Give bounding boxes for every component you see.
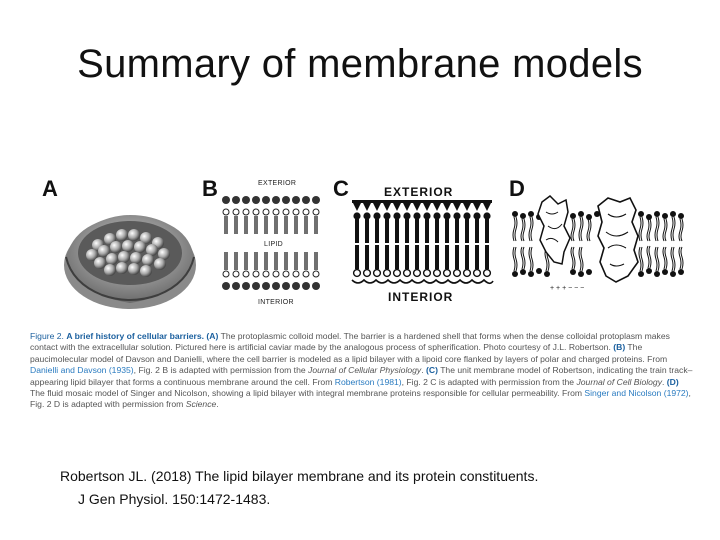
panel-label-d: D xyxy=(509,176,525,201)
caption-b-text: The paucimolecular model of Davson and Danielli, where the cell barrier is modeled as a lipid bilayer with a lipoid core flanked by layers of polar and charged proteins. From xyxy=(30,342,668,364)
panel-a-caviar-bowl-image xyxy=(62,195,198,313)
caption-a-tag: (A) xyxy=(206,331,219,341)
caption-b-end: . xyxy=(421,365,424,376)
caption-d-tag: (D) xyxy=(666,376,679,387)
caption-c-journal: Journal of Cell Biology xyxy=(576,376,662,387)
caption-c-tag: (C) xyxy=(426,365,438,376)
panel-label-b: B xyxy=(202,176,218,201)
panel-b-interior-label: INTERIOR xyxy=(258,299,294,306)
caption-a-text: The protoplasmic colloid model. The barrier is a hardened shell that forms when the dense colloidal protoplasm makes contact with the extracellular solution. Pictured here is artificial caviar made by the analogous process of spherification. Photo courtesy of J.L. Robertson. xyxy=(30,331,670,353)
caption-c-end: . xyxy=(662,376,665,387)
slide-title: Summary of membrane models xyxy=(77,42,643,86)
caption-c-text: The unit membrane model of Robertson, indicating the train track–appearing lipid bilayer that forms a continuous membrane around the cell. From xyxy=(30,365,693,387)
caption-d-end: . xyxy=(216,399,219,410)
caption-figure-number: Figure 2. xyxy=(30,331,64,341)
caption-heading: A brief history of cellular barriers. xyxy=(66,331,205,341)
caption-c-text-2: , Fig. 2 C is adapted with permission from the xyxy=(401,376,575,387)
citation xyxy=(60,465,700,511)
caption-d-text: The fluid mosaic model of Singer and Nicolson, showing a lipid bilayer with integral membrane proteins responsible for cellular permeability. From xyxy=(30,388,583,399)
panel-label-a: A xyxy=(42,176,58,201)
citation-line-1: Robertson JL. (2018) The lipid bilayer membrane and its protein constituents. xyxy=(60,468,539,484)
caption-c-reference-link[interactable]: Robertson (1981) xyxy=(334,376,402,387)
citation-line-2: J Gen Physiol. 150:1472-1483. xyxy=(78,491,271,507)
panel-d-charge-marks: + + + − − − xyxy=(550,285,585,292)
caption-d-reference-link[interactable]: Singer and Nicolson (1972) xyxy=(584,388,689,399)
panel-c-interior-label: INTERIOR xyxy=(388,290,454,304)
panel-label-c: C xyxy=(333,176,349,201)
caption-b-tag: (B) xyxy=(613,342,626,353)
caption-d-journal: Science xyxy=(185,399,217,410)
panel-b-exterior-label: EXTERIOR xyxy=(258,180,297,187)
panel-c-train-track-diagram xyxy=(350,198,495,290)
panel-b-lipid-label: LIPID xyxy=(264,241,284,248)
caption-d-text-2: , Fig. 2 D is adapted with permission from xyxy=(30,388,691,410)
caption-b-journal: Journal of Cellular Physiology xyxy=(308,365,422,376)
figure-caption xyxy=(30,331,695,411)
panel-d-fluid-mosaic-diagram xyxy=(510,192,685,294)
caption-b-text-2: , Fig. 2 B is adapted with permission from the xyxy=(133,365,306,376)
caption-b-reference-link[interactable]: Danielli and Davson (1935) xyxy=(30,365,134,376)
panel-c-exterior-label: EXTERIOR xyxy=(384,185,454,199)
panel-b-bilayer-diagram xyxy=(218,190,328,298)
